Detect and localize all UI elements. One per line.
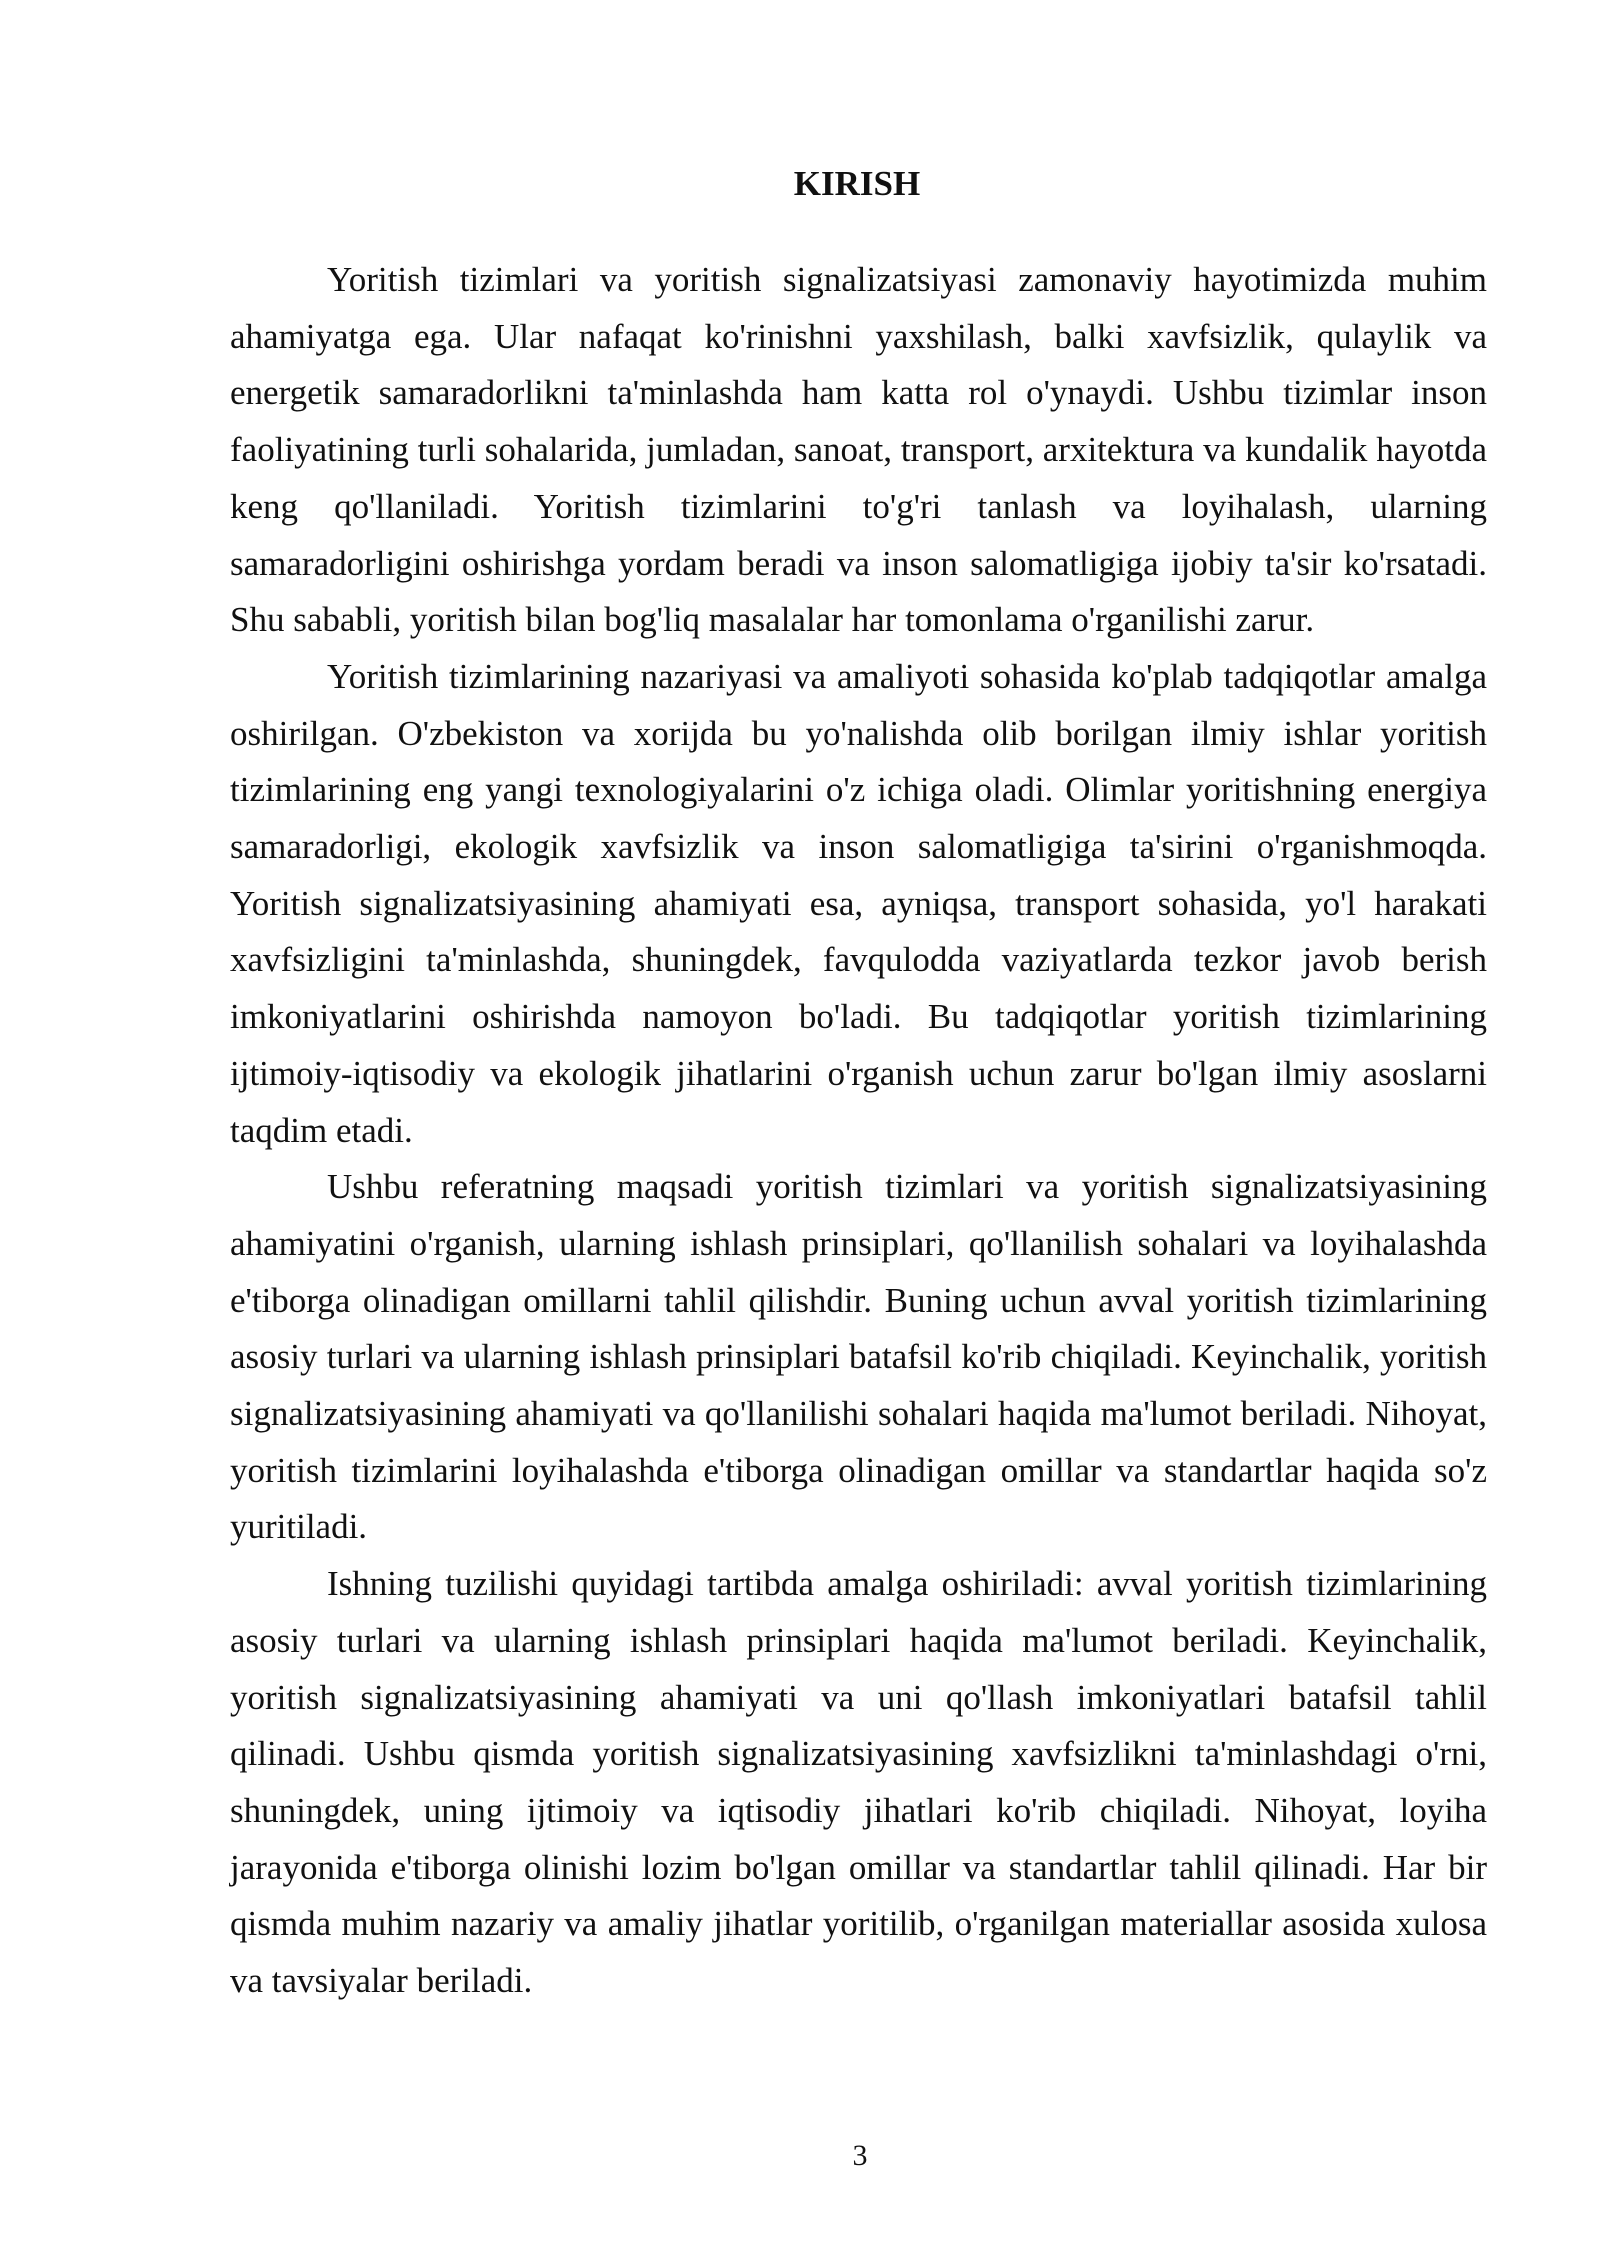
page-number: 3	[852, 2139, 868, 2172]
page-title: KIRISH	[793, 164, 921, 203]
paragraph-2: Yoritish tizimlarining nazariyasi va amaliyoti sohasida ko'plab tadqiqotlar amalga oshirilgan. O'zbekiston va xorijda bu yo'nalishda olib borilgan ilmiy ishlar yoritish tizimlarining eng yangi texnologiyalarini o'z ichiga oladi. Olimlar yoritishning energiya samaradorligi, ekologik xavfsizlik va inson salomatligiga ta'sirini o'rganishmoqda. Yoritish signalizatsiyasining ahamiyati esa, ayniqsa, transport sohasida, yo'l harakati xavfsizligini ta'minlashda, shuningdek, favqulodda vaziyatlarda tezkor javob berish imkoniyatlarini oshirishda namoyon bo'ladi. Bu tadqiqotlar yoritish tizimlarining ijtimoiy-iqtisodiy va ekologik jihatlarini o'rganish uchun zarur bo'lgan ilmiy asoslarni taqdim etadi.	[230, 656, 1487, 1150]
paragraph-4: Ishning tuzilishi quyidagi tartibda amalga oshiriladi: avval yoritish tizimlarining asosiy turlari va ularning ishlash prinsiplari haqida ma'lumot beriladi. Keyinchalik, yoritish signalizatsiyasining ahamiyati va uni qo'llash imkoniyatlari batafsil tahlil qilinadi. Ushbu qismda yoritish signalizatsiyasining xavfsizlikni ta'minlashdagi o'rni, shuningdek, uning ijtimoiy va iqtisodiy jihatlari ko'rib chiqiladi. Nihoyat, loyiha jarayonida e'tiborga olinishi lozim bo'lgan omillar va standartlar tahlil qilinadi. Har bir qismda muhim nazariy va amaliy jihatlar yoritilib, o'rganilgan materiallar asosida xulosa va tavsiyalar beriladi.	[230, 1564, 1487, 2001]
paragraph-1: Yoritish tizimlari va yoritish signalizatsiyasi zamonaviy hayotimizda muhim ahamiyatga ega. Ular nafaqat ko'rinishni yaxshilash, balki xavfsizlik, qulaylik va energetik samaradorlikni ta'minlashda ham katta rol o'ynaydi. Ushbu tizimlar inson faoliyatining turli sohalarida, jumladan, sanoat, transport, arxitektura va kundalik hayotda keng qo'llaniladi. Yoritish tizimlarini to'g'ri tanlash va loyihalash, ularning samaradorligini oshirishga yordam beradi va inson salomatligiga ijobiy ta'sir ko'rsatadi. Shu sababli, yoritish bilan bog'liq masalalar har tomonlama o'rganilishi zarur.	[230, 260, 1487, 640]
body-text	[230, 252, 1487, 2010]
paragraph-3: Ushbu referatning maqsadi yoritish tizimlari va yoritish signalizatsiyasining ahamiyatini o'rganish, ularning ishlash prinsiplari, qo'llanilish sohalari va loyihalashda e'tiborga olinadigan omillarni tahlil qilishdir. Buning uchun avval yoritish tizimlarining asosiy turlari va ularning ishlash prinsiplari batafsil ko'rib chiqiladi. Keyinchalik, yoritish signalizatsiyasining ahamiyati va qo'llanilishi sohalari haqida ma'lumot beriladi. Nihoyat, yoritish tizimlarini loyihalashda e'tiborga olinadigan omillar va standartlar haqida so'z yuritiladi.	[230, 1167, 1487, 1547]
